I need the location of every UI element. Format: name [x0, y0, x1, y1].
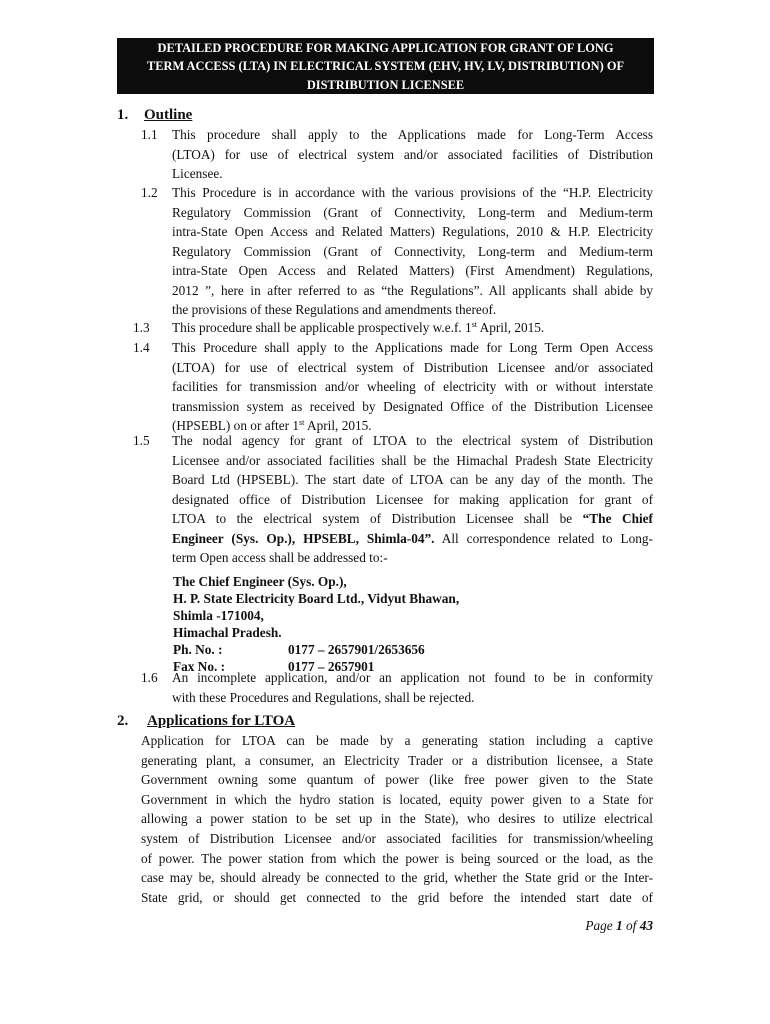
text-line: This procedure shall apply to the Applications made for Long-Term Access: [172, 127, 653, 142]
page-number: 1: [616, 918, 623, 933]
text-line: 2012 ”, here in after referred to as “the Regulations”. All applicants shall abide by: [172, 282, 653, 298]
title-line: DISTRIBUTION LICENSEE: [306, 77, 465, 92]
title-line: DETAILED PROCEDURE FOR MAKING APPLICATION FOR GRANT OF LONG: [157, 41, 614, 55]
clause-number: 1.5: [133, 433, 150, 448]
superscript: st: [471, 320, 478, 329]
page-word: Page: [585, 918, 617, 933]
title-line: TERM ACCESS (LTA) IN ELECTRICAL SYSTEM (EHV, HV, LV, DISTRIBUTION) OF: [146, 59, 625, 74]
page-footer: [585, 918, 653, 934]
text-line: with these Procedures and Regulations, shall be rejected.: [172, 689, 475, 705]
address-block: [173, 573, 459, 675]
clause-number: 1.1: [141, 127, 158, 142]
address-line: The Chief Engineer (Sys. Op.),: [173, 574, 347, 589]
text-line: Licensee.: [172, 166, 223, 181]
text-run: All correspondence related to Long-: [434, 530, 653, 546]
text-line: facilities for transmission and/or wheeling of electricity with or without interstate: [172, 379, 653, 394]
clause-text: [172, 668, 653, 707]
section-title: Applications for LTOA: [147, 713, 296, 729]
text-line: intra-State Open Access and Related Matters) Regulations, 2010 & H.P. Electricity: [172, 224, 653, 239]
text-run: LTOA to the electrical system of Distribution Licensee shall be: [172, 511, 583, 526]
text-line: (LTOA) for use of electrical system of Distribution Licensee and/or associated: [172, 359, 653, 375]
text-line: Application for LTOA can be made by a generating station including a captive: [141, 733, 653, 748]
clause-text: [172, 431, 653, 568]
superscript: st: [299, 418, 305, 427]
text-line: Government in which the hydro station is located, equity power given to a State for: [141, 791, 653, 807]
phone-value: 0177 – 2657901/2653656: [288, 642, 425, 657]
text-run: April, 2015.: [477, 320, 545, 335]
text-line: intra-State Open Access and Related Matters) (First Amendment) Regulations,: [172, 263, 653, 278]
section-2-heading: [117, 712, 295, 730]
clause-number: 1.4: [133, 340, 150, 355]
bold-run: “The Chief: [582, 511, 653, 526]
of-word: of: [622, 918, 640, 933]
section-number: 1.: [117, 107, 129, 123]
text-line: This Procedure is in accordance with the various provisions of the “H.P. Electricity: [172, 185, 653, 200]
text-line: Licensee and/or associated facilities shall be the Himachal Pradesh State Electricity: [172, 452, 653, 468]
clause-text: [172, 318, 653, 338]
section-1-heading: [117, 106, 192, 124]
text-run: This procedure shall be applicable prospectively w.e.f. 1: [172, 320, 472, 335]
clause-number: 1.3: [133, 320, 150, 335]
clause-number: 1.6: [141, 670, 158, 685]
phone-row: [173, 641, 459, 658]
section-title: Outline: [144, 107, 193, 123]
text-line: Board Ltd (HPSEBL). The start date of LTOA can be any day of the month. The: [172, 472, 653, 487]
text-line: term Open access shall be addressed to:-: [172, 550, 388, 565]
text-line: of power. The power station from which the power is being sourced or the load, as the: [141, 850, 653, 866]
clause-text: [172, 338, 653, 436]
section-2-paragraph: [141, 731, 653, 907]
text-line: case may be, should already be connected to the grid, whether the State grid or the Inter-: [141, 870, 653, 886]
page-total: 43: [639, 918, 653, 933]
text-line: (LTOA) for use of electrical system and/or associated facilities of Distribution: [172, 146, 653, 162]
phone-label: Ph. No. :: [173, 642, 223, 657]
clause-number: 1.2: [141, 185, 158, 200]
clause-text: [172, 183, 653, 320]
document-title-banner: [117, 38, 654, 94]
bold-run: Engineer (Sys. Op.), HPSEBL, Shimla-04”.: [172, 530, 435, 546]
text-line: allowing a power station to be set up in the State), who desires to utilize electrical: [141, 811, 653, 827]
text-line: The nodal agency for grant of LTOA to the electrical system of Distribution: [172, 433, 653, 448]
text-line: system of Distribution Licensee and/or associated facilities for transmission/wheeling: [141, 830, 653, 846]
text-line: An incomplete application, and/or an application not found to be in conformity: [172, 670, 653, 685]
fax-value: 0177 – 2657901: [288, 659, 375, 674]
text-run: (HPSEBL) on or after 1: [172, 418, 300, 433]
text-line: State grid, or should get connected to the grid before the intended start date of: [141, 889, 653, 905]
text-line: designated office of Distribution Licensee for making application for grant of: [172, 491, 653, 507]
text-run: April, 2015.: [304, 418, 372, 433]
text-line: Regulatory Commission (Grant of Connectivity, Long-term and Medium-term: [172, 243, 653, 259]
address-line: Shimla -171004,: [173, 608, 264, 623]
text-line: the provisions of these Regulations and amendments thereof.: [172, 302, 497, 317]
text-line: Regulatory Commission (Grant of Connectivity, Long-term and Medium-term: [172, 204, 653, 220]
fax-label: Fax No. :: [173, 659, 226, 674]
clause-text: [172, 125, 653, 184]
address-line: Himachal Pradesh.: [173, 625, 282, 640]
text-line: This Procedure shall apply to the Applications made for Long Term Open Access: [172, 340, 653, 355]
text-line: generating plant, a consumer, an Electricity Trader or a distribution licensee, a State: [141, 752, 653, 768]
text-line: transmission system as received by Designated Office of the Distribution Licensee: [172, 398, 653, 414]
address-line: H. P. State Electricity Board Ltd., Vidyut Bhawan,: [173, 591, 460, 606]
section-number: 2.: [117, 713, 129, 729]
text-line: Government owning some quantum of power (like free power given to the State: [141, 772, 653, 788]
